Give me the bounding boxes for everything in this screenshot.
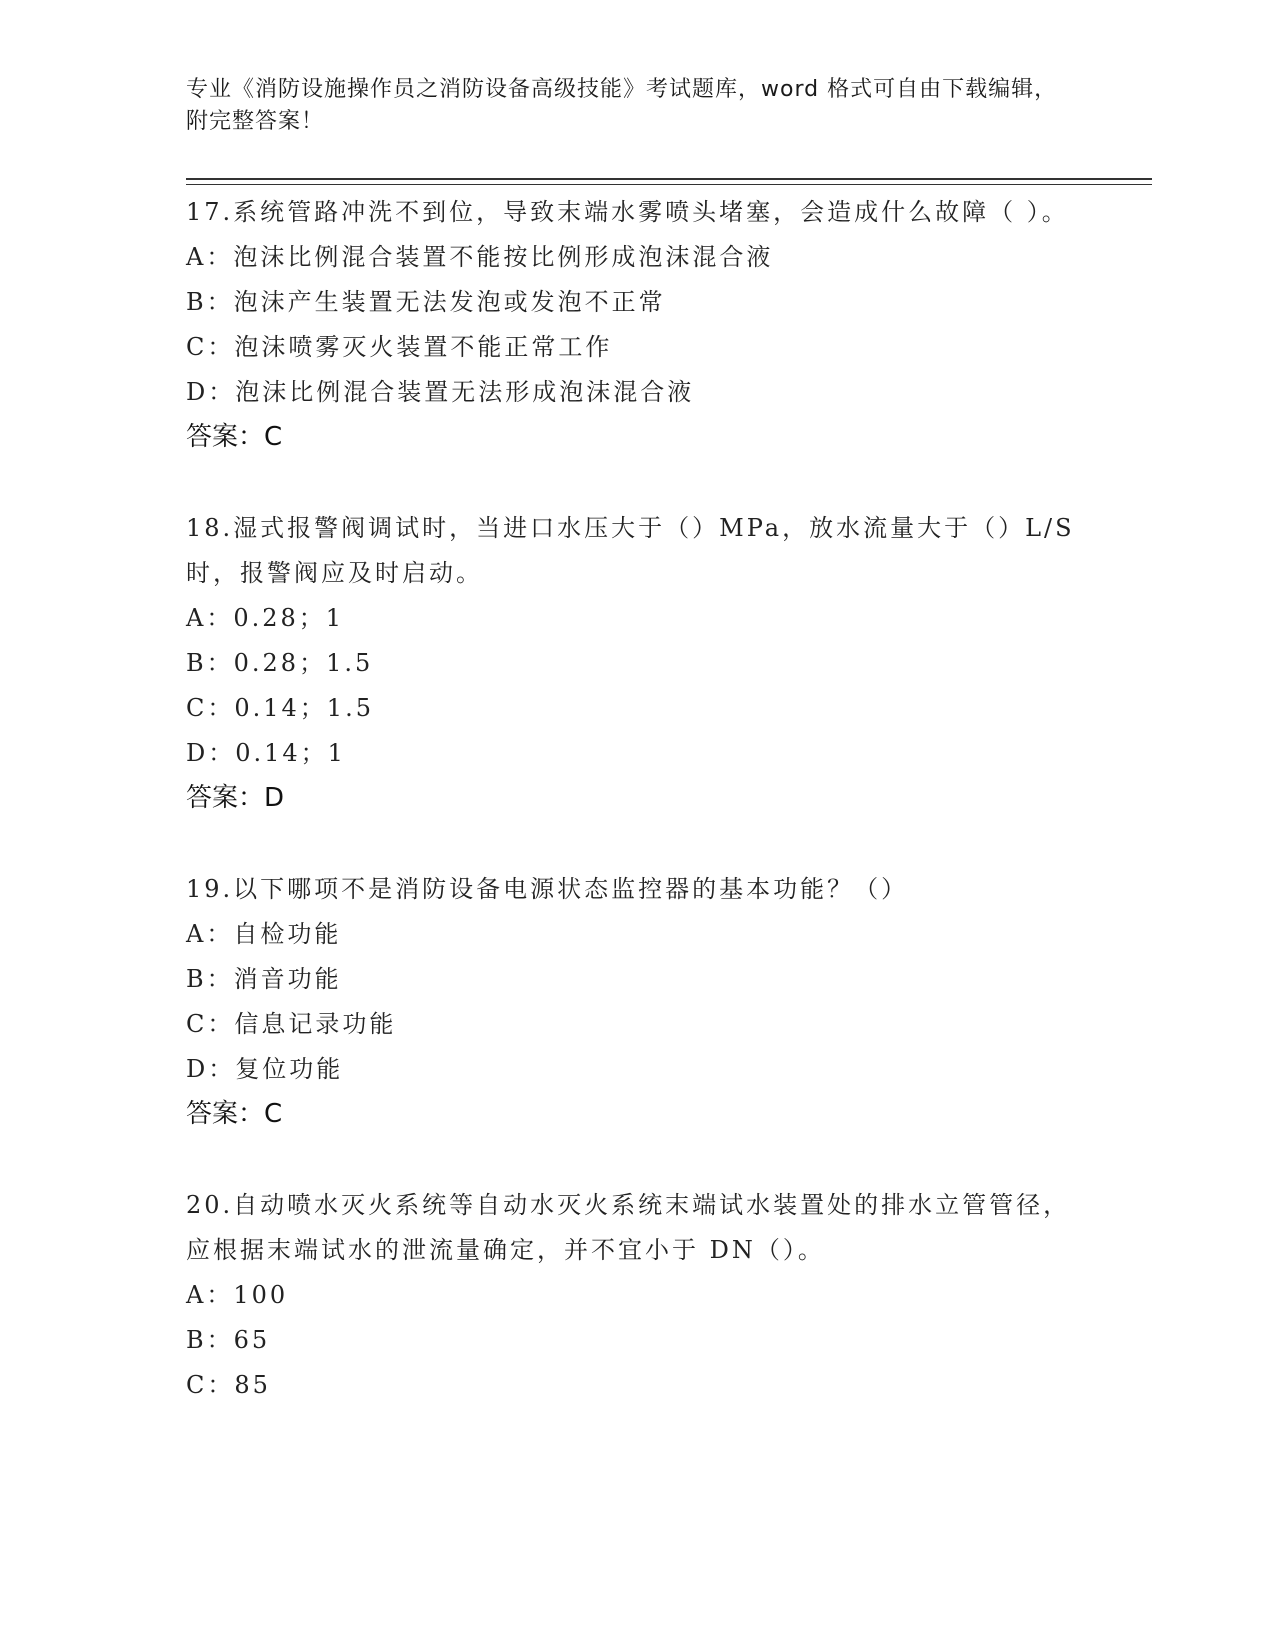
option-d: D：泡沫比例混合装置无法形成泡沫混合液 bbox=[186, 378, 695, 406]
option-b: B：0.28；1.5 bbox=[186, 649, 374, 677]
header-divider-thin bbox=[186, 184, 1152, 185]
question-19 bbox=[186, 867, 1086, 1137]
option-b: B：65 bbox=[186, 1326, 271, 1354]
header-divider-thick bbox=[186, 178, 1152, 180]
document-header: 专业《消防设施操作员之消防设备高级技能》考试题库，word 格式可自由下载编辑，附完整答案！ bbox=[186, 77, 1058, 134]
option-b: B：泡沫产生装置无法发泡或发泡不正常 bbox=[186, 288, 666, 316]
option-b: B：消音功能 bbox=[186, 965, 342, 993]
option-a: A：泡沫比例混合装置不能按比例形成泡沫混合液 bbox=[186, 243, 774, 271]
option-d: D：复位功能 bbox=[186, 1055, 344, 1083]
option-a: A：100 bbox=[186, 1281, 289, 1309]
question-20 bbox=[186, 1183, 1086, 1408]
question-stem: 20.自动喷水灭火系统等自动水灭火系统末端试水装置处的排水立管管径，应根据末端试水的泄流量确定，并不宜小于 DN（）。 bbox=[186, 1191, 1071, 1264]
question-stem: 18.湿式报警阀调试时，当进口水压大于（）MPa，放水流量大于（）L/S 时，报警阀应及时启动。 bbox=[186, 514, 1075, 587]
answer-label: 答案：C bbox=[186, 1099, 283, 1129]
option-c: C：泡沫喷雾灭火装置不能正常工作 bbox=[186, 333, 613, 361]
option-c: C：0.14；1.5 bbox=[186, 694, 374, 722]
option-a: A：0.28；1 bbox=[186, 604, 345, 632]
option-c: C：信息记录功能 bbox=[186, 1010, 397, 1038]
option-d: D：0.14；1 bbox=[186, 739, 346, 767]
answer-label: 答案：D bbox=[186, 783, 285, 813]
answer-label: 答案：C bbox=[186, 422, 283, 452]
option-c: C：85 bbox=[186, 1371, 271, 1399]
question-18 bbox=[186, 506, 1086, 821]
question-17 bbox=[186, 190, 1086, 460]
question-stem: 19.以下哪项不是消防设备电源状态监控器的基本功能？（） bbox=[186, 875, 909, 903]
question-stem: 17.系统管路冲洗不到位，导致末端水雾喷头堵塞，会造成什么故障（ ）。 bbox=[186, 198, 1069, 226]
question-list bbox=[186, 190, 1086, 1454]
option-a: A：自检功能 bbox=[186, 920, 342, 948]
